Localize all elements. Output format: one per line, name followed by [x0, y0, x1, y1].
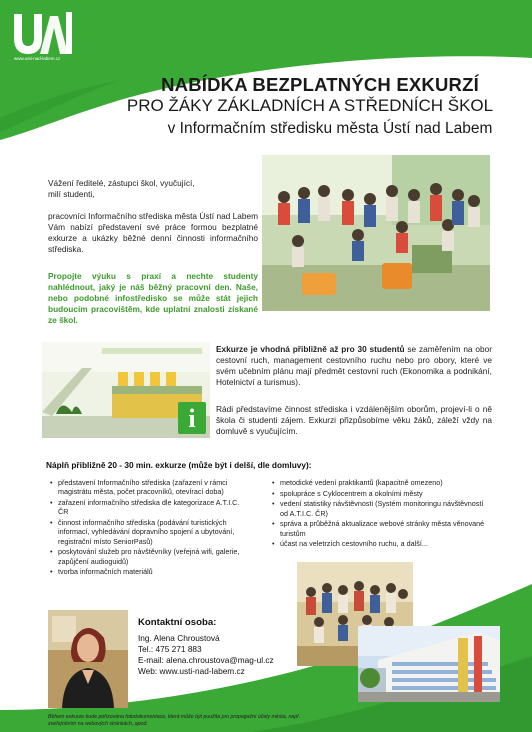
- intro-highlight: Propojte výuku s praxí a nechte studenty nahlédnout, jaký je náš běžný pracovní den. Naše, nebo podobné infostředisko se může stát jejich budoucím pracovištěm, kde uplatní znalosti získané ze škol.: [48, 271, 258, 325]
- list-item: • správa a průběžná aktualizace webové stránky města věnované turistům: [272, 519, 492, 538]
- list-item: • vedení statistiky návštěvnosti (Systém monitoringu návštěvností od A.T.I.C. ČR): [272, 499, 492, 518]
- contact-phone: Tel.: 475 271 883: [138, 644, 202, 654]
- header-green-band: [0, 0, 532, 140]
- logo-caption: www.usti-nad-labem.cz: [14, 56, 61, 61]
- info-centre-interior-photo: [42, 342, 210, 438]
- contact-web-link[interactable]: Web: www.usti-nad-labem.cz: [138, 666, 245, 676]
- greeting-line-2: milí studenti,: [48, 189, 95, 199]
- contact-name: Ing. Alena Chroustová: [138, 633, 220, 643]
- svg-text:i: i: [188, 404, 196, 433]
- program-list-right: [272, 478, 492, 550]
- list-item: • spolupráce s Cyklocentrem a okolními městy: [272, 489, 492, 498]
- list-item: • zařazení informačního střediska dle kategorizace A.T.I.C. ČR: [50, 498, 248, 517]
- greeting-line-1: Vážení ředitelé, zástupci škol, vyučující,: [48, 178, 195, 188]
- intro-paragraph: pracovníci Informačního střediska města Ústí nad Labem Vám nabízí představení své práce formou bezplatné exkurze a ukázky běžné denní činnosti informačního střediska.: [48, 211, 258, 254]
- target-group-bold: Exkurze je vhodná přibližně až pro 30 studentů: [216, 344, 405, 354]
- target-group-paragraph: [216, 344, 492, 388]
- list-item: • činnost informačního střediska (podávání turistických informací, vyhledávání dopravního spojení a ubytování, registrační místo SeniorPasů): [50, 518, 248, 546]
- contact-person-photo: [48, 610, 128, 708]
- title-line-2: PRO ŽÁKY ZÁKLADNÍCH A STŘEDNÍCH ŠKOL: [126, 96, 494, 115]
- students-group-photo: [262, 155, 490, 311]
- list-item: • účast na veletrzích cestovního ruchu, a další...: [272, 539, 492, 548]
- list-item: • metodické vedení praktikantů (kapacitně omezeno): [272, 478, 492, 487]
- list-item: • poskytování služeb pro návštěvníky (veřejná wifi, galerie, zapůjčení audioguidů): [50, 547, 248, 566]
- contact-title: Kontaktní osoba:: [138, 617, 217, 628]
- title-line-3: v Informačním středisku města Ústí nad Labem: [167, 120, 493, 137]
- photo-consent-note: Během exkurze bude pořizována fotodokumentace, která může být použita pro propagační účely města, např. zveřejněním na webových stránkách, apod.: [48, 714, 301, 727]
- list-item: • tvorba informačních materiálů: [50, 567, 248, 576]
- target-group-rest: se zaměřením na obor cestovní ruch, management cestovního ruchu nebo pro obory, které ve svém učebním plánu mají předmět cestovní ruch (Ekonomika a podnikání, Hotelnictví a turismus).: [216, 344, 492, 387]
- other-fields-paragraph: Rádi představíme činnost střediska i vzdálenějším oborům, projeví-li o ně škola či studenti zájem. Exkurzi přizpůsobíme věku žáků, záleží vždy na domluvě s vyučujícím.: [216, 404, 492, 436]
- contact-email-link[interactable]: E-mail: alena.chroustova@mag-ul.cz: [138, 655, 274, 665]
- list-item: • představení Informačního střediska (zařazení v rámci magistrátu města, počet pracovníků, otevírací doba): [50, 478, 248, 497]
- info-centre-building-photo: [358, 626, 500, 702]
- title-line-1: NABÍDKA BEZPLATNÝCH EXKURZÍ: [161, 74, 479, 95]
- city-logo-icon: [10, 8, 76, 58]
- program-heading: Náplň přibližně 20 - 30 min. exkurze (může být i delší, dle domluvy):: [46, 460, 312, 470]
